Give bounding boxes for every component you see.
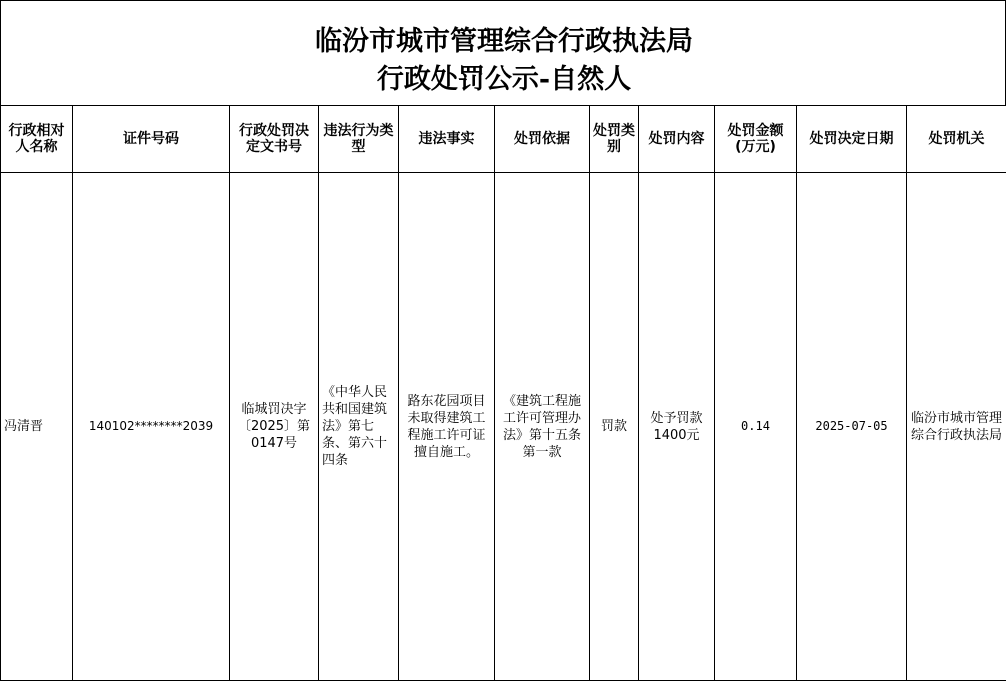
col-header-id-number: 证件号码 — [73, 106, 230, 173]
cell-date: 2025-07-05 — [797, 173, 907, 681]
col-header-category: 处罚类别 — [590, 106, 639, 173]
page-title: 临汾市城市管理综合行政执法局 — [1, 19, 1006, 58]
cell-doc-number: 临城罚决字〔2025〕第0147号 — [230, 173, 319, 681]
penalty-table — [0, 105, 1006, 681]
cell-violation-type: 《中华人民共和国建筑法》第七条、第六十四条 — [319, 173, 399, 681]
page-subtitle: 行政处罚公示-自然人 — [1, 57, 1006, 96]
title-area — [0, 0, 1006, 105]
col-header-name: 行政相对人名称 — [1, 106, 73, 173]
table-row — [1, 173, 1006, 681]
col-header-authority: 处罚机关 — [907, 106, 1006, 173]
col-header-basis: 处罚依据 — [495, 106, 590, 173]
col-header-doc-number: 行政处罚决定文书号 — [230, 106, 319, 173]
cell-id-number: 140102********2039 — [73, 173, 230, 681]
col-header-violation-type: 违法行为类型 — [319, 106, 399, 173]
cell-category: 罚款 — [590, 173, 639, 681]
col-header-date: 处罚决定日期 — [797, 106, 907, 173]
col-header-content: 处罚内容 — [639, 106, 715, 173]
cell-amount: 0.14 — [715, 173, 797, 681]
cell-violation-facts: 路东花园项目未取得建筑工程施工许可证擅自施工。 — [399, 173, 495, 681]
cell-content: 处予罚款1400元 — [639, 173, 715, 681]
header-row — [1, 106, 1006, 173]
cell-name: 冯清晋 — [1, 173, 73, 681]
cell-basis: 《建筑工程施工许可管理办法》第十五条第一款 — [495, 173, 590, 681]
cell-authority: 临汾市城市管理综合行政执法局 — [907, 173, 1006, 681]
col-header-violation-facts: 违法事实 — [399, 106, 495, 173]
col-header-amount: 处罚金额(万元) — [715, 106, 797, 173]
